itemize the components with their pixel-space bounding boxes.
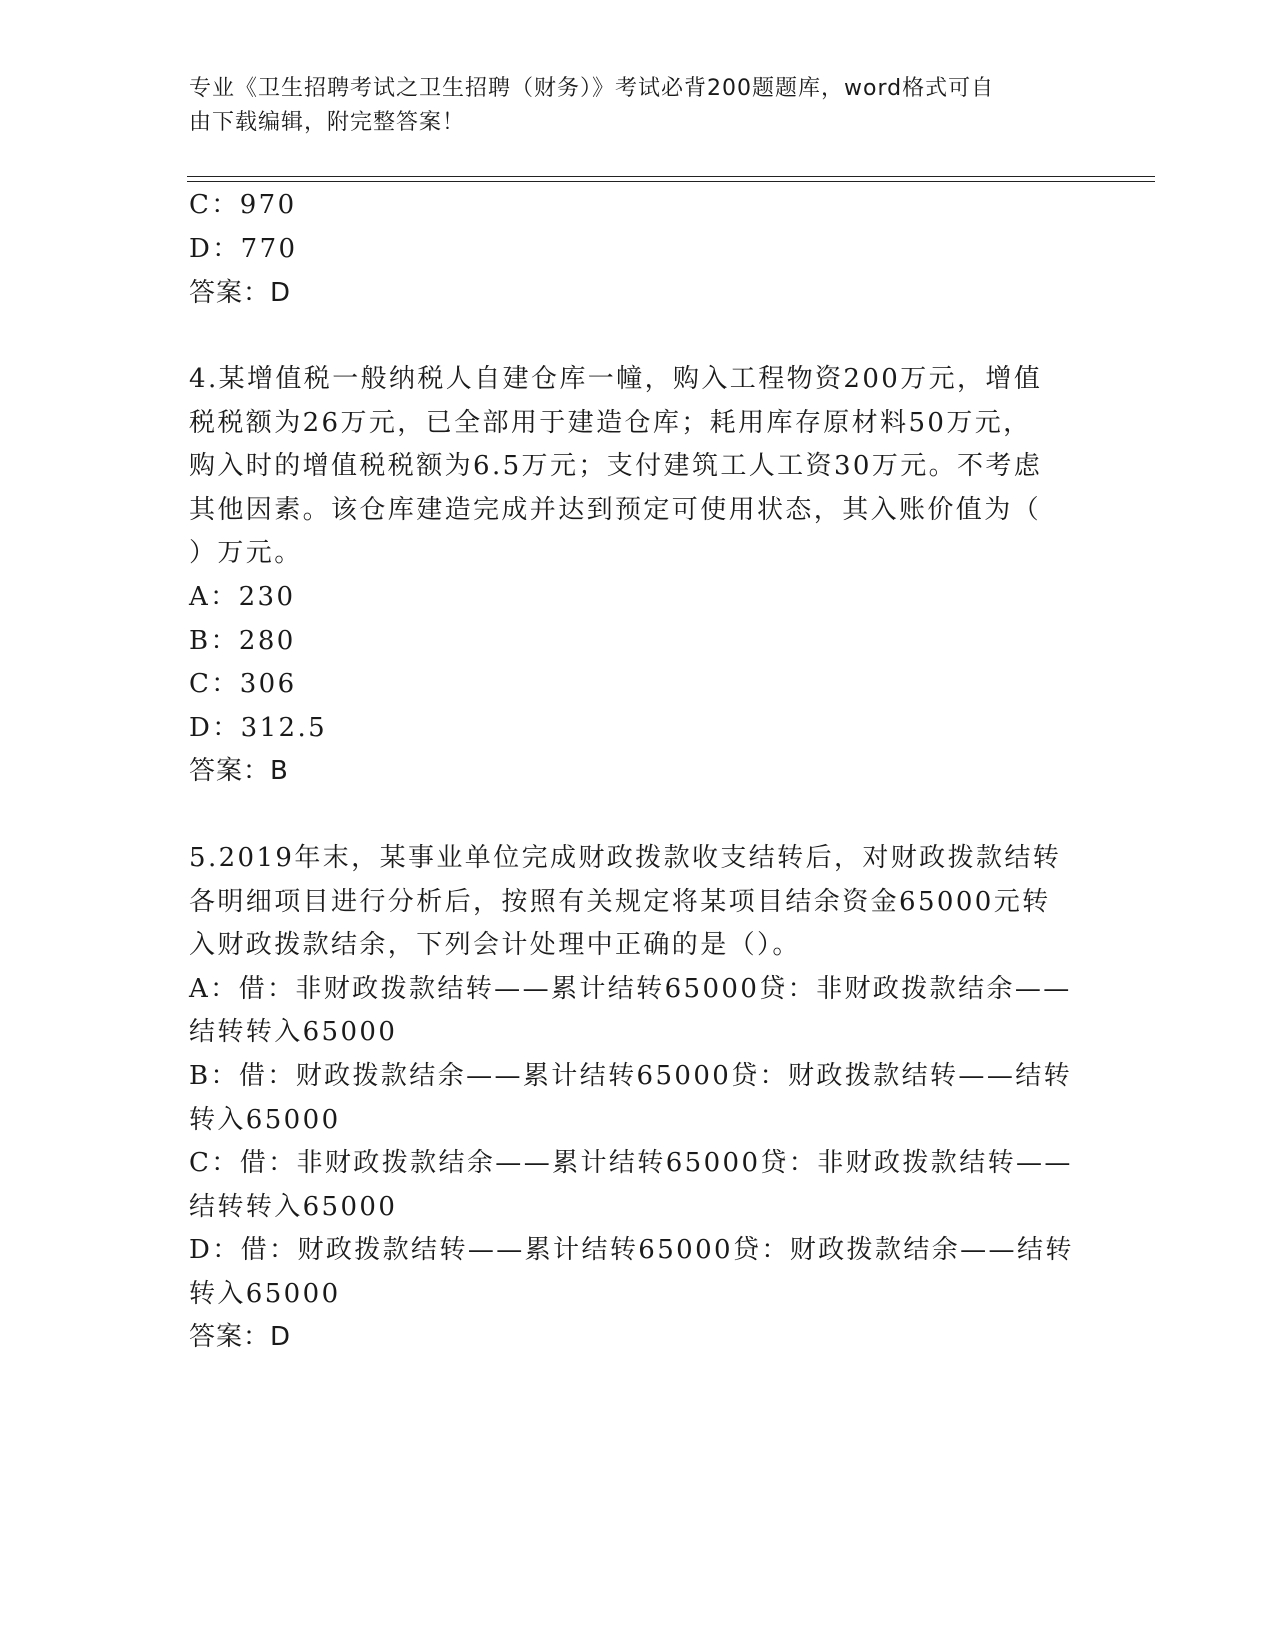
q5-option-c-cont: 结转转入65000 [189, 1192, 398, 1222]
q5-stem-line: 5.2019年末，某事业单位完成财政拨款收支结转后，对财政拨款结转 [189, 843, 1062, 873]
q5-stem-line: 入财政拨款结余，下列会计处理中正确的是（）。 [189, 930, 801, 960]
q4-stem-line: 4.某增值税一般纳税人自建仓库一幢，购入工程物资200万元，增值 [189, 364, 1043, 394]
q5-stem-line: 各明细项目进行分析后，按照有关规定将某项目结余资金65000元转 [189, 887, 1051, 917]
q5-option-c: C：借：非财政拨款结余——累计结转65000贷：非财政拨款结转—— [189, 1148, 1073, 1178]
q3-option-c: C：970 [189, 190, 297, 220]
q4-option-c: C：306 [189, 669, 297, 699]
document-header [189, 72, 1069, 140]
q4-option-a: A：230 [189, 582, 296, 612]
q5-option-a-cont: 结转转入65000 [189, 1017, 398, 1047]
q5-option-b-cont: 转入65000 [189, 1105, 341, 1135]
q3-option-d: D：770 [189, 234, 298, 264]
q4-stem-line: 税税额为26万元，已全部用于建造仓库；耗用库存原材料50万元， [189, 408, 1032, 438]
q4-stem-line: 其他因素。该仓库建造完成并达到预定可使用状态，其入账价值为（ [189, 495, 1042, 525]
q5-answer: 答案：D [189, 1322, 292, 1352]
q5-option-d: D：借：财政拨款结转——累计结转65000贷：财政拨款结余——结转 [189, 1235, 1074, 1265]
q5-option-a: A：借：非财政拨款结转——累计结转65000贷：非财政拨款结余—— [189, 974, 1072, 1004]
q4-option-d: D：312.5 [189, 713, 328, 743]
header-title-line-2: 由下载编辑，附完整答案！ [189, 110, 466, 135]
q4-answer: 答案：B [189, 756, 289, 786]
header-divider-bottom [187, 181, 1155, 182]
q4-stem-line: ）万元。 [189, 538, 303, 568]
header-title-line-1: 专业《卫生招聘考试之卫生招聘（财务）》考试必背200题题库，word格式可自 [189, 76, 995, 101]
header-divider-top [187, 176, 1155, 177]
q4-option-b: B：280 [189, 626, 296, 656]
q5-option-d-cont: 转入65000 [189, 1279, 341, 1309]
q5-option-b: B：借：财政拨款结余——累计结转65000贷：财政拨款结转——结转 [189, 1061, 1073, 1091]
q3-answer: 答案：D [189, 278, 292, 308]
q4-stem-line: 购入时的增值税税额为6.5万元；支付建筑工人工资30万元。不考虑 [189, 451, 1043, 481]
